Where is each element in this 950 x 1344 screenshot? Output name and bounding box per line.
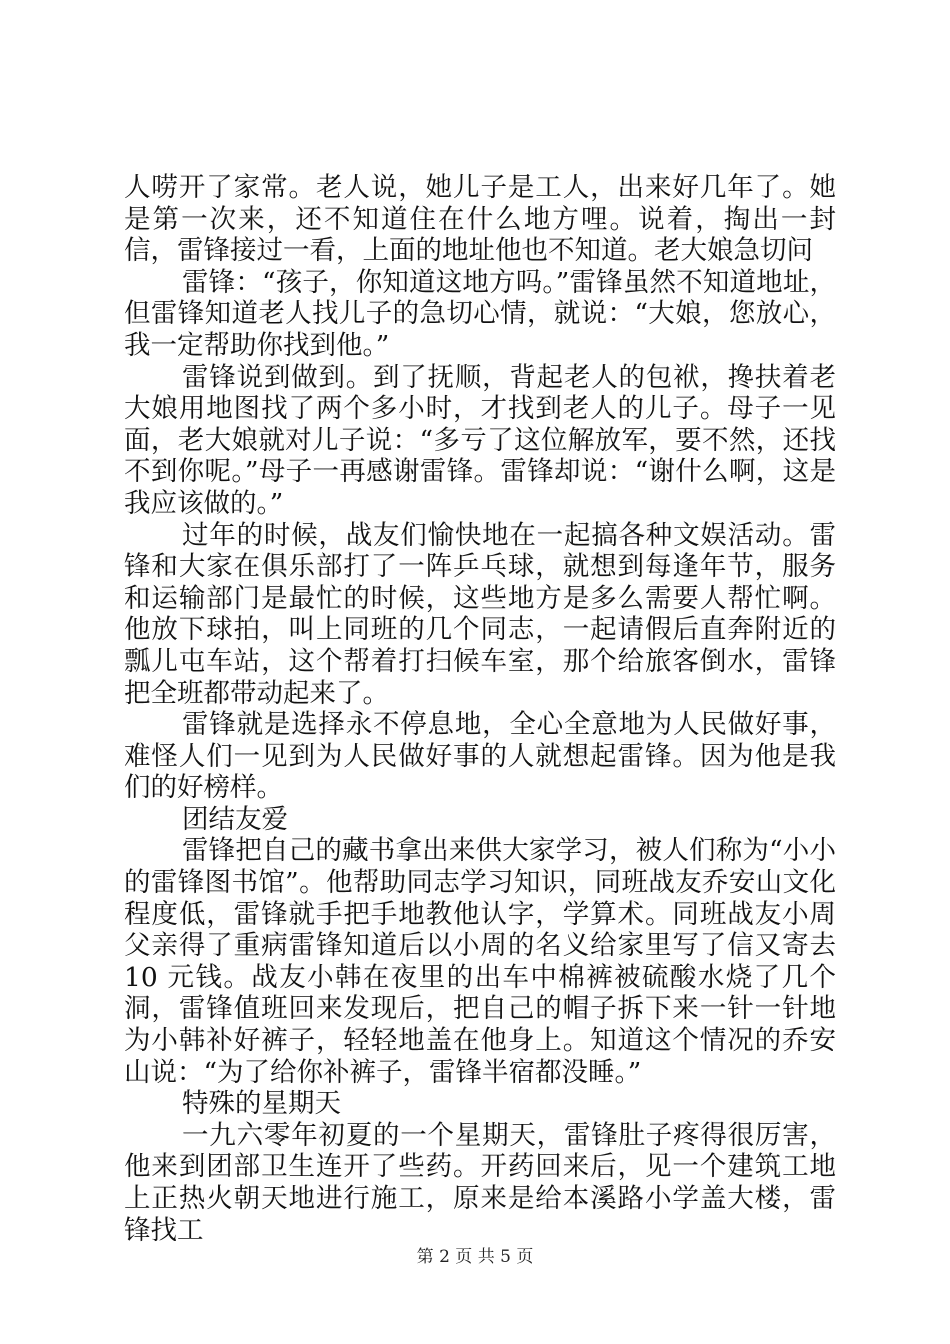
paragraph-5: 雷锋就是选择永不停息地，全心全意地为人民做好事，难怪人们一见到为人民做好事的人就想起雷锋。因为他是我们的好榜样。 — [124, 709, 836, 804]
page-footer: 第 2 页 共 5 页 — [416, 1247, 534, 1267]
paragraph-1: 人唠开了家常。老人说，她儿子是工人，出来好几年了。她是第一次来，还不知道住在什么地方哩。说着，掏出一封信，雷锋接过一看，上面的地址他也不知道。老大娘急切问 — [124, 172, 836, 267]
document-body — [124, 172, 836, 1246]
section-heading-unity: 团结友爱 — [182, 803, 288, 835]
paragraph-3: 雷锋说到做到。到了抚顺，背起老人的包袱，搀扶着老大娘用地图找了两个多小时，才找到老人的儿子。母子一见面，老大娘就对儿子说：“多亏了这位解放军，要不然，还找不到你呢。”母子一再感谢雷锋。雷锋却说：“谢什么啊，这是我应该做的。” — [124, 361, 836, 519]
paragraph-2: 雷锋：“孩子，你知道这地方吗。”雷锋虽然不知道地址，但雷锋知道老人找儿子的急切心情，就说：“大娘，您放心，我一定帮助你找到他。” — [124, 266, 836, 361]
paragraph-4: 过年的时候，战友们愉快地在一起搞各种文娱活动。雷锋和大家在俱乐部打了一阵乒乓球，就想到每逢年节，服务和运输部门是最忙的时候，这些地方是多么需要人帮忙啊。他放下球拍，叫上同班的几个同志，一起请假后直奔附近的瓢儿屯车站，这个帮着打扫候车室，那个给旅客倒水，雷锋把全班都带动起来了。 — [124, 519, 836, 709]
section-heading-special-sunday: 特殊的星期天 — [182, 1088, 341, 1120]
paragraph-6: 雷锋把自己的藏书拿出来供大家学习，被人们称为“小小的雷锋图书馆”。他帮助同志学习知识，同班战友乔安山文化程度低，雷锋就手把手地教他认字，学算术。同班战友小周父亲得了重病雷锋知道后以小周的名义给家里写了信又寄去 10 元钱。战友小韩在夜里的出车中棉裤被硫酸水烧了几个洞，雷锋值班回来发现后，把自己的帽子拆下来一针一针地为小韩补好裤子，轻轻地盖在他身上。知道这个情况的乔安山说：“为了给你补裤子，雷锋半宿都没睡。” — [124, 835, 836, 1088]
paragraph-7: 一九六零年初夏的一个星期天，雷锋肚子疼得很厉害，他来到团部卫生连开了些药。开药回来后，见一个建筑工地上正热火朝天地进行施工，原来是给本溪路小学盖大楼，雷锋找工 — [124, 1119, 836, 1246]
